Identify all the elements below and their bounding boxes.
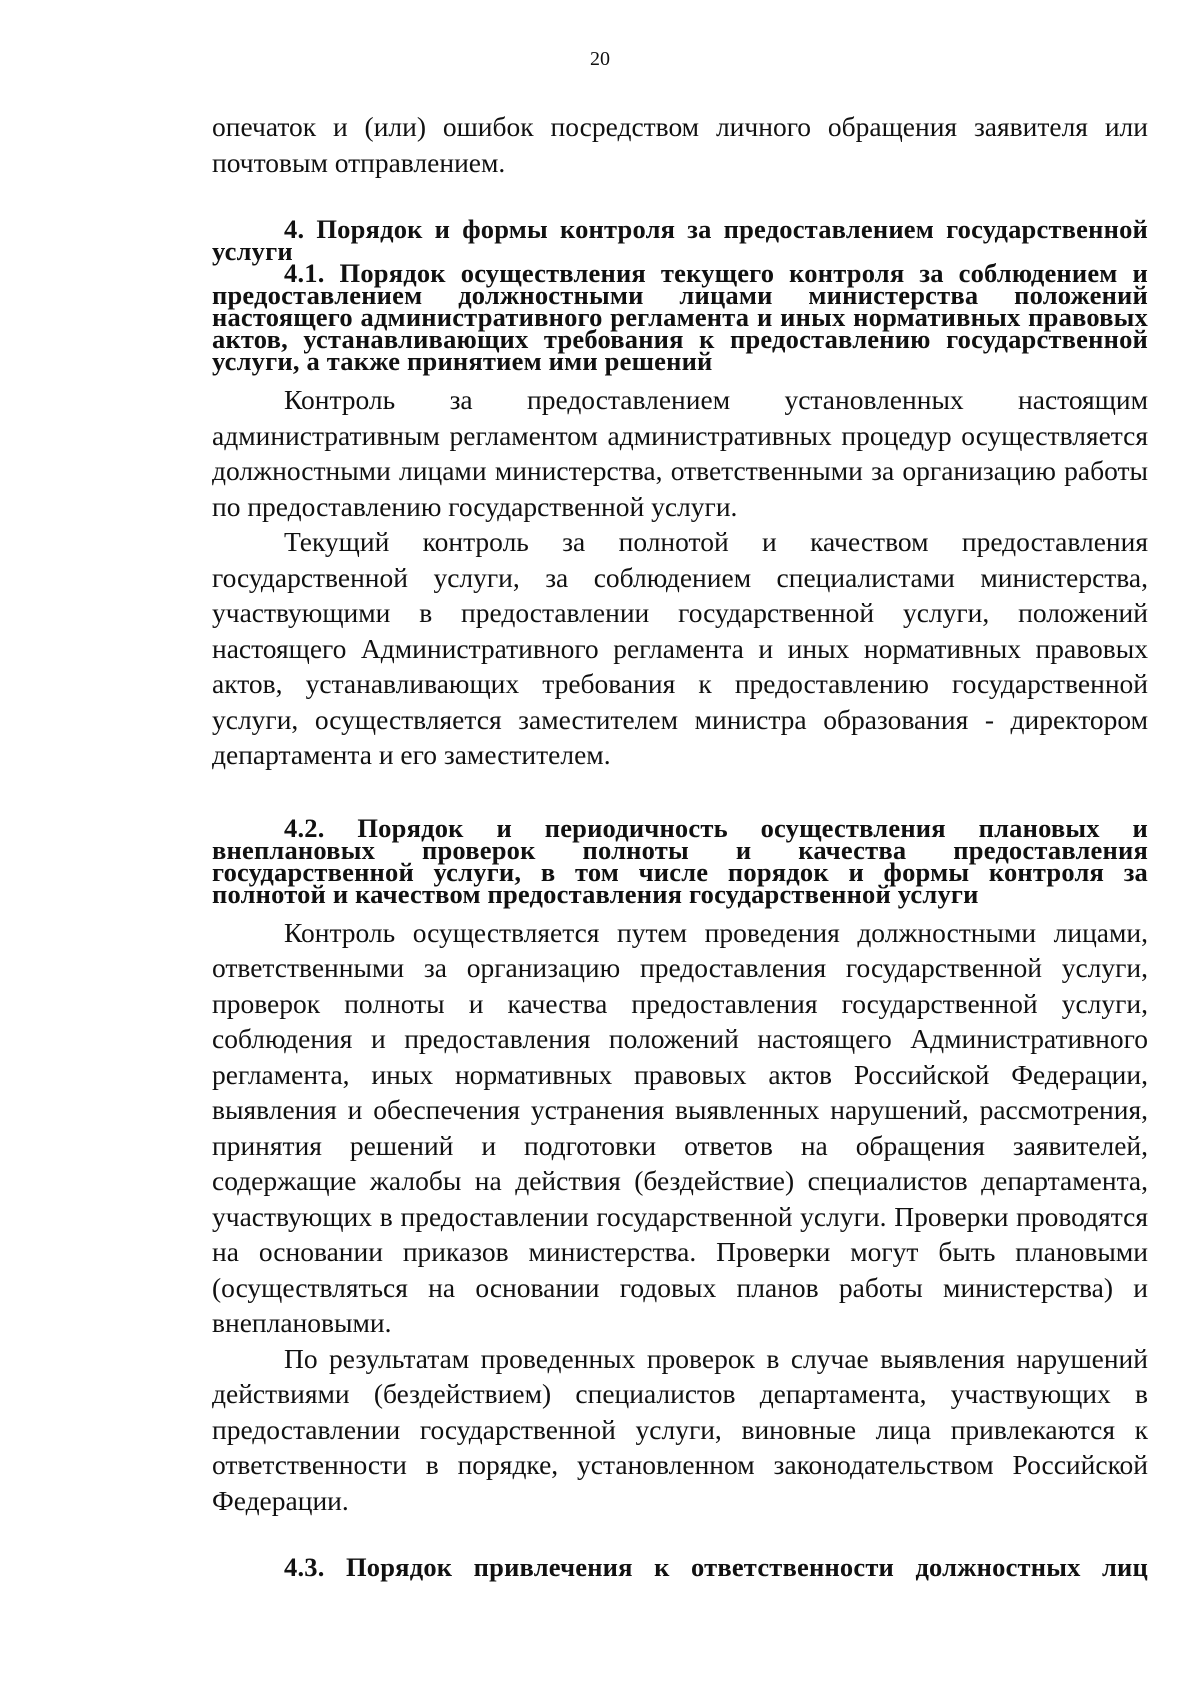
paragraph-inspection-results: По результатам проведенных проверок в случае выявления нарушений действиями (бездействием) специалистов департамента, участвующих в предоставлении государственной услуги, виновные лица привлекаются к ответственности в порядке, установленном законодательством Российской Федерации. xyxy=(212,1342,1148,1516)
paragraph-current-control: Текущий контроль за полнотой и качеством предоставления государственной услуги, за соблюдением специалистами министерства, участвующими в предоставлении государственной услуги, положений настоящего Административного регламента и иных нормативных правовых актов, устанавливающих требования к предоставлению государственной услуги, осуществляется заместителем министра образования - директором департамента и его заместителем. xyxy=(212,526,1148,770)
paragraph-control-intro: Контроль за предоставлением установленных настоящим административным регламентом административных процедур осуществляется должностными лицами министерства, ответственными за организацию работы по предоставлению государственной услуги. xyxy=(212,384,1148,522)
paragraph-inspection-process: Контроль осуществляется путем проведения должностными лицами, ответственными за организацию предоставления государственной услуги, проверок полноты и качества предоставления государственной услуги, соблюдения и предоставления положений настоящего Административного регламента, иных нормативных правовых актов Российской Федерации, выявления и обеспечения устранения выявленных нарушений, рассмотрения, принятия решений и подготовки ответов на обращения заявителей, содержащие жалобы на действия (бездействие) специалистов департамента, участвующих в предоставлении государственной услуги. Проверки проводятся на основании приказов министерства. Проверки могут быть плановыми (осуществляться на основании годовых планов работы министерства) и внеплановыми. xyxy=(212,916,1148,1338)
section-heading-4: 4. Порядок и формы контроля за предоставлением государственной услуги xyxy=(212,214,1148,266)
document-body xyxy=(212,109,1148,1582)
subsection-heading-4-1: 4.1. Порядок осуществления текущего контроля за соблюдением и предоставлением должностными лицами министерства положений настоящего административного регламента и иных нормативных правовых актов, устанавливающих требования к предоставлению государственной услуги, а также принятием ими решений xyxy=(212,258,1148,376)
subsection-heading-4-3: 4.3. Порядок привлечения к ответственности должностных лиц xyxy=(284,1552,1148,1582)
paragraph-continuation: опечаток и (или) ошибок посредством личного обращения заявителя или почтовым отправлением. xyxy=(212,111,1148,178)
page-number: 20 xyxy=(590,48,610,70)
subsection-heading-4-2: 4.2. Порядок и периодичность осуществления плановых и внеплановых проверок полноты и качества предоставления государственной услуги, в том числе порядок и формы контроля за полнотой и качеством предоставления государственной услуги xyxy=(212,812,1148,909)
